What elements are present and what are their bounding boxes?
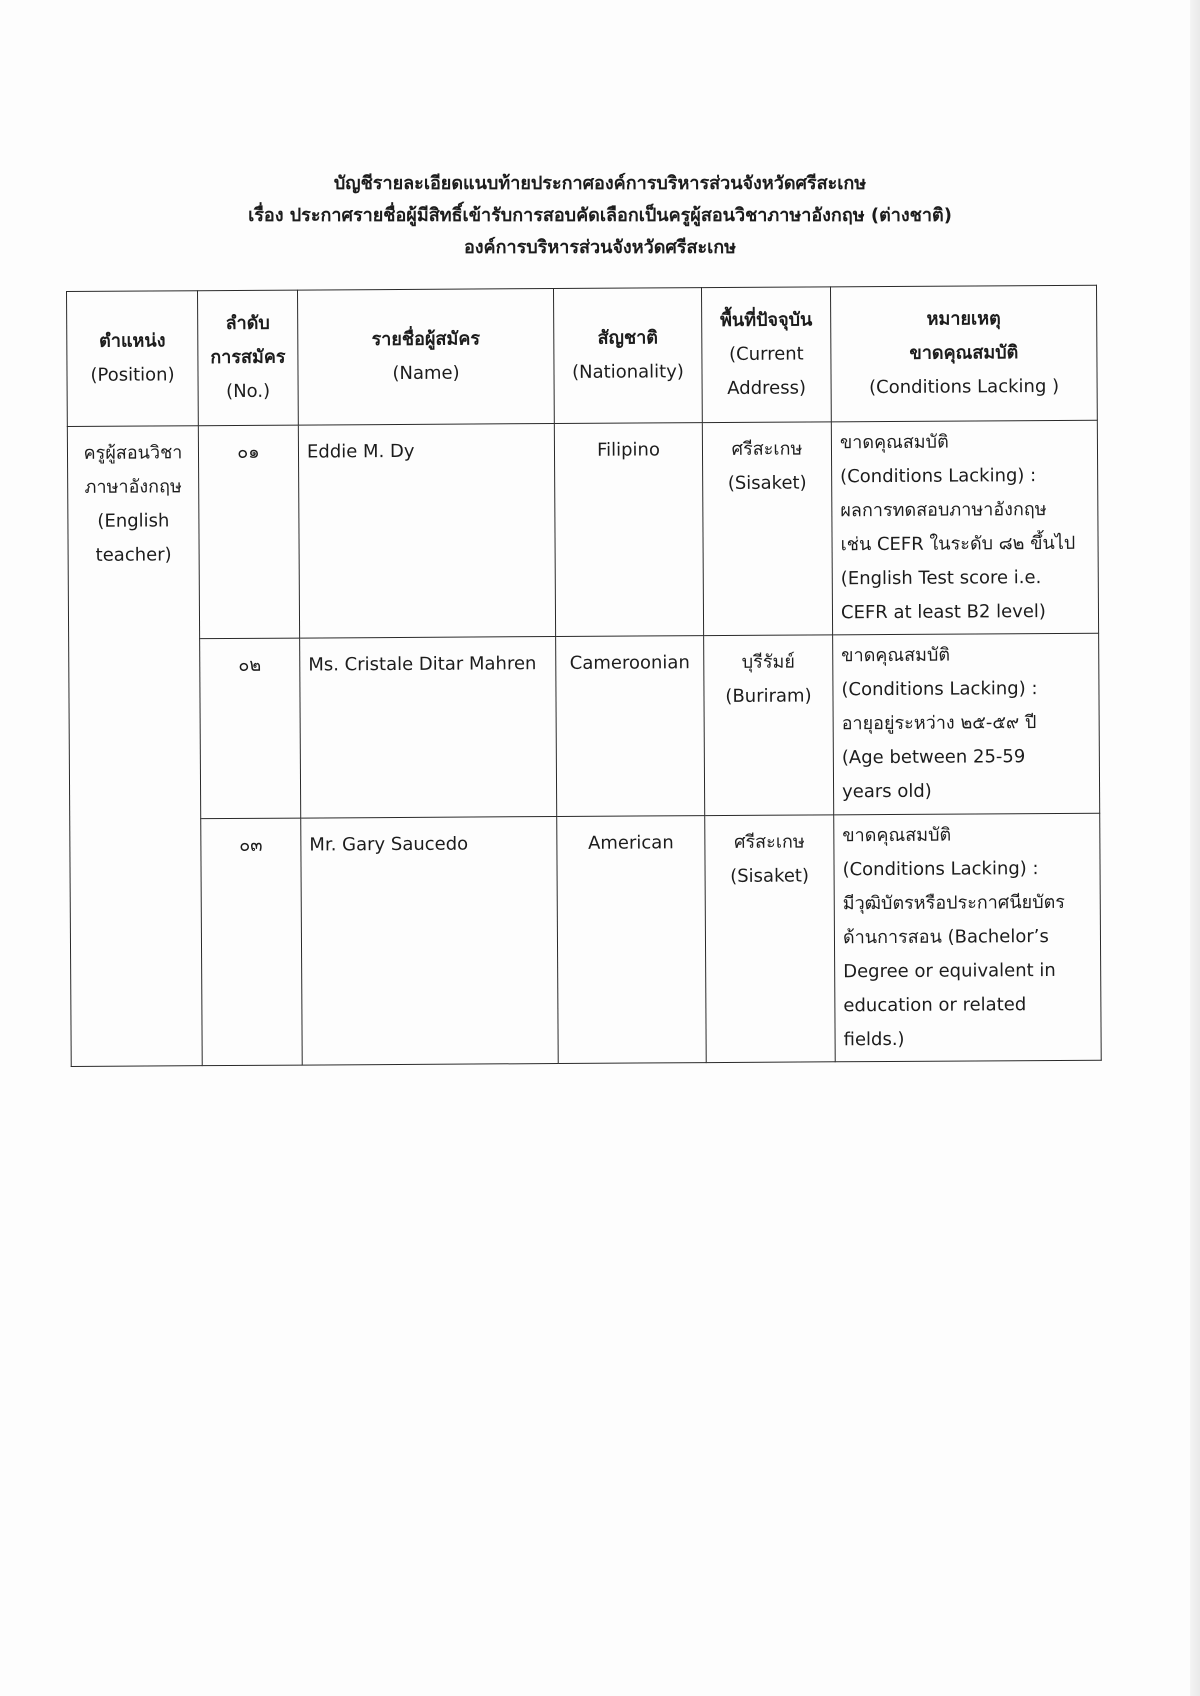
remark-line: อายุอยู่ระหว่าง ๒๕-๕๙ ปี	[841, 712, 1037, 735]
no-value: ๐๓	[239, 834, 263, 856]
title-line-3: องค์การบริหารส่วนจังหวัดศรีสะเกษ	[463, 237, 737, 258]
header-no-en: (No.)	[226, 380, 271, 403]
remark-line: (Conditions Lacking) :	[840, 465, 1037, 488]
no-value: ๐๑	[237, 441, 260, 463]
position-line: teacher)	[95, 544, 172, 566]
header-address-en-2: Address)	[727, 377, 807, 399]
address-cell	[702, 422, 832, 636]
remark-line: ขาดคุณสมบัติ	[841, 644, 951, 667]
remark-line: ขาดคุณสมบัติ	[839, 431, 949, 454]
remark-line: CEFR at least B2 level)	[840, 601, 1046, 624]
remarks-cell	[833, 633, 1100, 815]
position-line: (English	[97, 510, 170, 532]
name-value: Ms. Cristale Ditar Mahren	[308, 653, 537, 676]
nationality-cell	[557, 816, 707, 1064]
applicant-table	[66, 285, 1102, 1067]
address-cell	[704, 635, 834, 816]
header-remarks-th-1: หมายเหตุ	[926, 308, 1001, 330]
address-en: (Buriram)	[725, 685, 812, 707]
table-row	[67, 420, 1098, 639]
header-no-th-2: การสมัคร	[210, 346, 286, 369]
remark-line: education or related	[843, 994, 1027, 1017]
remark-line: ขาดคุณสมบัติ	[842, 824, 952, 847]
title-line-1: บัญชีรายละเอียดแนบท้ายประกาศองค์การบริหารส่วนจังหวัดศรีสะเกษ	[333, 173, 867, 194]
header-address	[701, 287, 831, 423]
remark-line: (English Test score i.e.	[840, 567, 1042, 590]
header-nationality-th: สัญชาติ	[597, 327, 659, 349]
header-nationality	[553, 288, 702, 424]
header-position	[67, 291, 199, 427]
header-no	[198, 290, 299, 426]
no-cell	[198, 425, 299, 639]
remark-line: ผลการทดสอบภาษาอังกฤษ	[840, 499, 1047, 522]
address-cell	[705, 815, 836, 1063]
address-th: ศรีสะเกษ	[733, 831, 805, 853]
header-position-th: ตำแหน่ง	[99, 330, 166, 352]
header-name	[297, 289, 554, 426]
name-cell	[298, 424, 555, 639]
position-line: ครูผู้สอนวิชา	[83, 442, 183, 464]
remark-line: Degree or equivalent in	[843, 959, 1056, 983]
remark-line: (Conditions Lacking) :	[841, 678, 1038, 701]
nationality-value: Cameroonian	[569, 652, 690, 674]
header-no-th-1: ลำดับ	[225, 312, 270, 335]
nationality-cell	[554, 423, 703, 637]
no-value: ๐๒	[238, 654, 262, 676]
remark-line: (Age between 25-59	[841, 746, 1026, 769]
document-title	[0, 168, 1200, 264]
nationality-cell	[556, 636, 705, 817]
position-line: ภาษาอังกฤษ	[84, 476, 182, 498]
header-remarks-en: (Conditions Lacking )	[869, 375, 1060, 399]
header-name-en: (Name)	[392, 362, 460, 385]
position-cell	[67, 426, 202, 1067]
header-address-th: พื้นที่ปัจจุบัน	[719, 309, 813, 332]
no-cell	[200, 638, 301, 819]
remark-line: years old)	[842, 780, 932, 803]
nationality-value: American	[587, 832, 674, 854]
remark-line: ด้านการสอน (Bachelor’s	[842, 926, 1049, 949]
header-position-en: (Position)	[90, 364, 175, 386]
remark-line: (Conditions Lacking) :	[842, 858, 1039, 881]
title-line-2: เรื่อง ประกาศรายชื่อผู้มีสิทธิ์เข้ารับการสอบคัดเลือกเป็นครูผู้สอนวิชาภาษาอังกฤษ (ต่างชาติ)	[248, 205, 952, 226]
address-th: ศรีสะเกษ	[731, 438, 803, 460]
remark-line: เช่น CEFR ในระดับ ๘๒ ขึ้นไป	[840, 532, 1076, 556]
header-address-en-1: (Current	[729, 343, 804, 365]
header-remarks	[830, 285, 1097, 422]
table-row	[69, 633, 1100, 819]
header-row	[67, 285, 1098, 426]
name-value: Mr. Gary Saucedo	[309, 833, 469, 856]
remarks-cell	[831, 420, 1098, 635]
remarks-cell	[834, 813, 1102, 1062]
table-row	[70, 813, 1101, 1066]
no-cell	[201, 818, 303, 1066]
header-remarks-th-2: ขาดคุณสมบัติ	[909, 342, 1019, 364]
address-en: (Sisaket)	[727, 472, 807, 494]
remark-line: มีวุฒิบัตรหรือประกาศนียบัตร	[842, 891, 1066, 915]
header-name-th: รายชื่อผู้สมัคร	[371, 328, 481, 351]
name-cell	[300, 637, 557, 819]
name-value: Eddie M. Dy	[306, 440, 415, 463]
name-cell	[301, 817, 559, 1066]
address-en: (Sisaket)	[730, 865, 810, 887]
remark-line: fields.)	[843, 1028, 905, 1051]
nationality-value: Filipino	[596, 439, 660, 461]
address-th: บุรีรัมย์	[741, 651, 795, 673]
header-nationality-en: (Nationality)	[572, 361, 684, 383]
